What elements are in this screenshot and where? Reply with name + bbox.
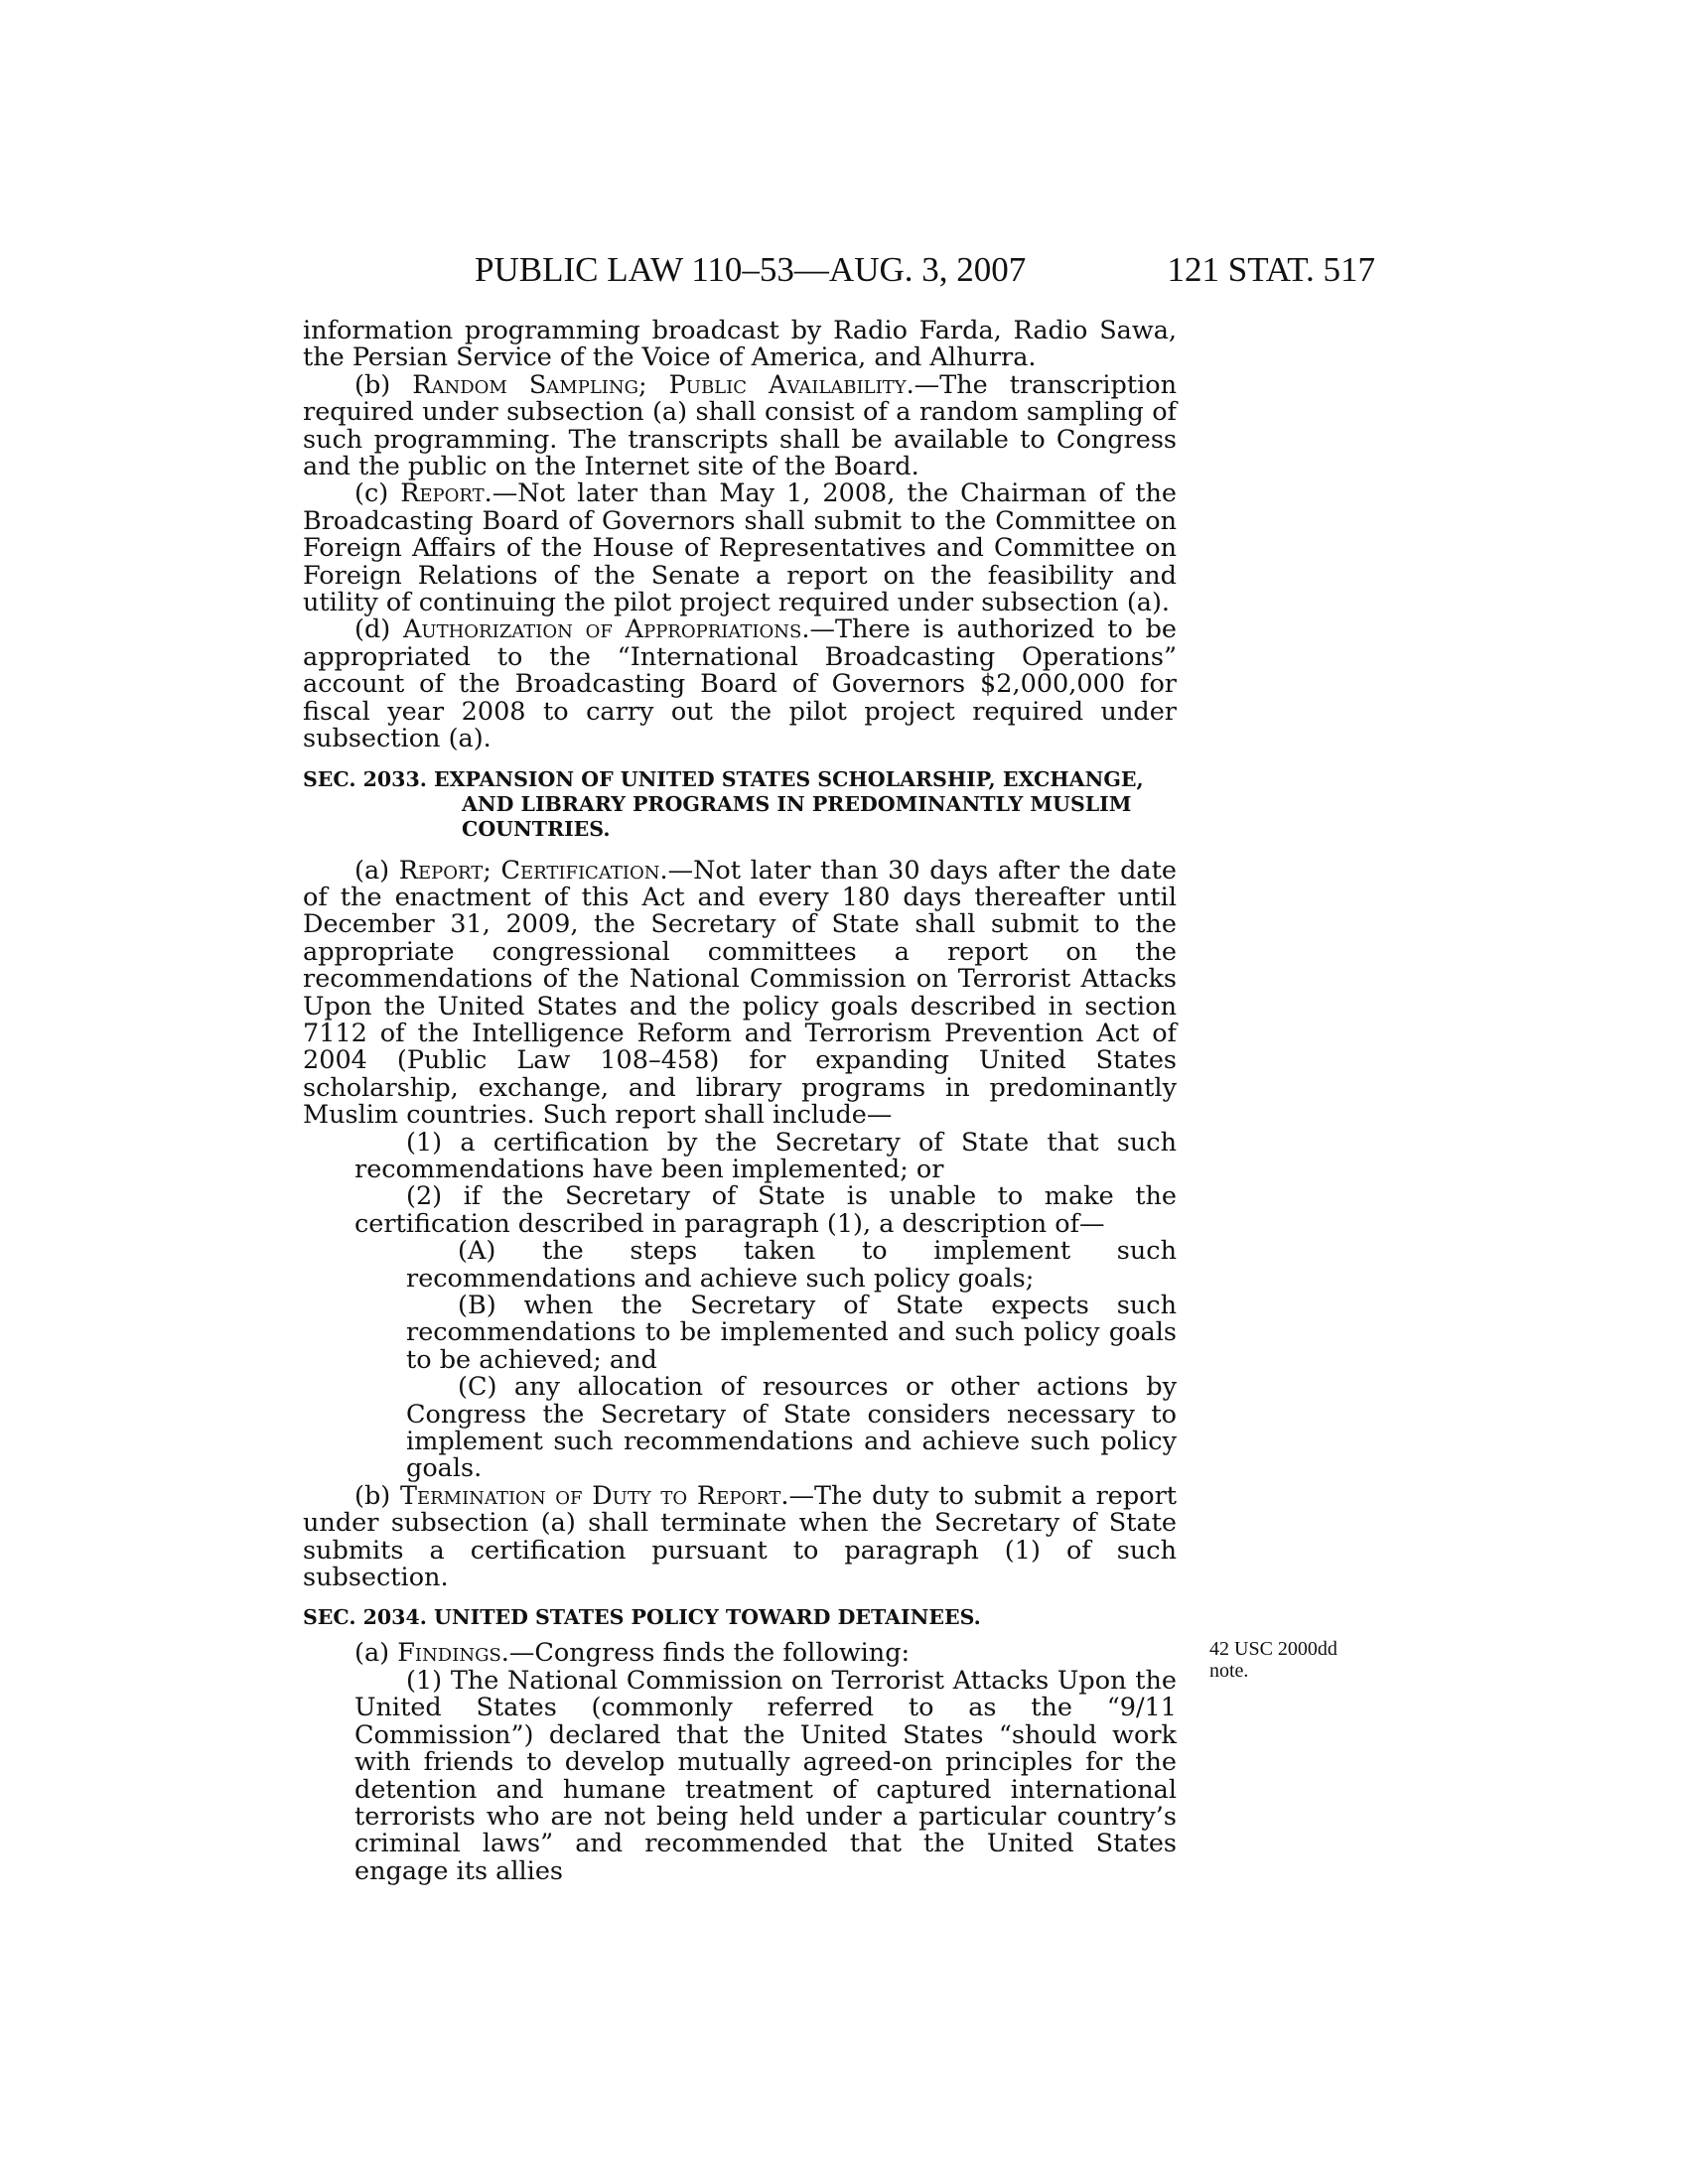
sec-2034-subsection-a: (a) Findings.—Congress finds the following:: [354, 1638, 911, 1669]
sec-2033-paragraph-1: (1) a certification by the Secretary of State that such recommendations have been implemented; or: [354, 1127, 1177, 1184]
subsection-label: (a): [354, 855, 390, 886]
subsection-label: (d): [354, 614, 391, 645]
subsection-label: (b): [354, 369, 391, 400]
page-header-stat: 121 STAT. 517: [1167, 250, 1375, 289]
subsection-text: There is authorized to be appropriated to the “International Broadcasting Operations” account of the Broadcasting Board of Governors $2,000,000 for fiscal year 2008 to carry out the pilot project required under subsection (a).: [303, 614, 1177, 754]
subsection-heading: Report: [400, 478, 485, 509]
subsection-text: The duty to submit a report under subsection (a) shall terminate when the Secretary of State submits a certification pursuant to paragraph (1) of such subsection.: [303, 1480, 1177, 1593]
sec-2033-subsection-a: (a) Report; Certification.—Not later than 30 days after the date of the enactment of this Act and every 180 days thereafter until December 31, 2009, the Secretary of State shall submit to the appropriate congressional committees a report on the recommendations of the National Commission on Terrorist Attacks Upon the United States and the policy goals described in section 7112 of the Intelligence Reform and Terrorism Prevention Act of 2004 (Public Law 108–458) for expanding United States scholarship, exchange, and library programs in predominantly Muslim countries. Such report shall include—: [303, 855, 1177, 1131]
section-heading-2033: SEC. 2033. EXPANSION OF UNITED STATES SCHOLARSHIP, EXCHANGE, AND LIBRARY PROGRAMS IN PREDOMINANTLY MUSLIM COUNTRIES.: [303, 766, 1144, 841]
sec-2033-subsection-b: (b) Termination of Duty to Report.—The duty to submit a report under subsection (a) shall terminate when the Secretary of State submits a certification pursuant to paragraph (1) of such subsection.: [303, 1480, 1177, 1593]
subsection-text: Not later than 30 days after the date of the enactment of this Act and every 180 days thereafter until December 31, 2009, the Secretary of State shall submit to the appropriate congressional committees a report on the recommendations of the National Commission on Terrorist Attacks Upon the United States and the policy goals described in section 7112 of the Intelligence Reform and Terrorism Prevention Act of 2004 (Public Law 108–458) for expanding United States scholarship, exchange, and library programs in predominantly Muslim countries. Such report shall include—: [303, 855, 1177, 1131]
sec-2032-subsection-c: (c) Report.—Not later than May 1, 2008, the Chairman of the Broadcasting Board of Governors shall submit to the Committee on Foreign Affairs of the House of Representatives and Committee on Foreign Relations of the Senate a report on the feasibility and utility of continuing the pilot project required under subsection (a).: [303, 478, 1177, 618]
subsection-heading: Authorization of Appropriations: [403, 614, 802, 645]
page-header-title: PUBLIC LAW 110–53—AUG. 3, 2007: [475, 250, 1027, 289]
sec-2033-subparagraph-b: (B) when the Secretary of State expects such recommendations to be implemented and such policy goals to be achieved; and: [406, 1291, 1177, 1375]
statute-body: [303, 318, 1177, 1885]
subsection-heading: Termination of Duty to Report: [399, 1480, 781, 1511]
sec-2033-subparagraph-c: (C) any allocation of resources or other actions by Congress the Secretary of State considers necessary to implement such recommendations and achieve such policy goals.: [406, 1372, 1177, 1484]
subsection-text: Congress finds the following:: [534, 1638, 911, 1669]
margin-note: 42 USC 2000dd note.: [1209, 1638, 1337, 1682]
subsection-heading: Random Sampling; Public Availability: [412, 369, 907, 400]
sec-2034-paragraph-1: (1) The National Commission on Terrorist Attacks Upon the United States (commonly referred to as the “9/11 Commission”) declared that the United States “should work with friends to develop mutually agreed-on principles for the detention and humane treatment of captured international terrorists who are not being held under a particular country’s criminal laws” and recommended that the United States engage its allies: [354, 1665, 1177, 1886]
subsection-label: (c): [354, 478, 389, 509]
subsection-text: The transcription required under subsection (a) shall consist of a random sampling of such programming. The transcripts shall be available to Congress and the public on the Internet site of the Board.: [303, 369, 1177, 482]
sec-2032-subsection-b: (b) Random Sampling; Public Availability.—The transcription required under subsection (a) shall consist of a random sampling of such programming. The transcripts shall be available to Congress and the public on the Internet site of the Board.: [303, 369, 1177, 482]
subsection-text: Not later than May 1, 2008, the Chairman of the Broadcasting Board of Governors shall submit to the Committee on Foreign Affairs of the House of Representatives and Committee on Foreign Relations of the Senate a report on the feasibility and utility of continuing the pilot project required under subsection (a).: [303, 478, 1177, 618]
subsection-label: (a): [354, 1638, 390, 1669]
subsection-heading: Findings: [397, 1638, 501, 1669]
subsection-label: (b): [354, 1480, 391, 1511]
subsection-heading: Report; Certification: [398, 855, 660, 886]
sec-2032-subsection-d: (d) Authorization of Appropriations.—There is authorized to be appropriated to the “International Broadcasting Operations” account of the Broadcasting Board of Governors $2,000,000 for fiscal year 2008 to carry out the pilot project required under subsection (a).: [303, 614, 1177, 754]
sec-2032-continuation: information programming broadcast by Radio Farda, Radio Sawa, the Persian Service of the Voice of America, and Alhurra.: [303, 316, 1177, 373]
sec-2033-paragraph-2: (2) if the Secretary of State is unable to make the certification described in paragraph (1), a description of—: [354, 1181, 1177, 1239]
sec-2033-subparagraph-a: (A) the steps taken to implement such recommendations and achieve such policy goals;: [406, 1236, 1177, 1294]
running-head: [475, 248, 1375, 292]
section-heading-2034: SEC. 2034. UNITED STATES POLICY TOWARD DETAINEES.: [303, 1605, 981, 1630]
